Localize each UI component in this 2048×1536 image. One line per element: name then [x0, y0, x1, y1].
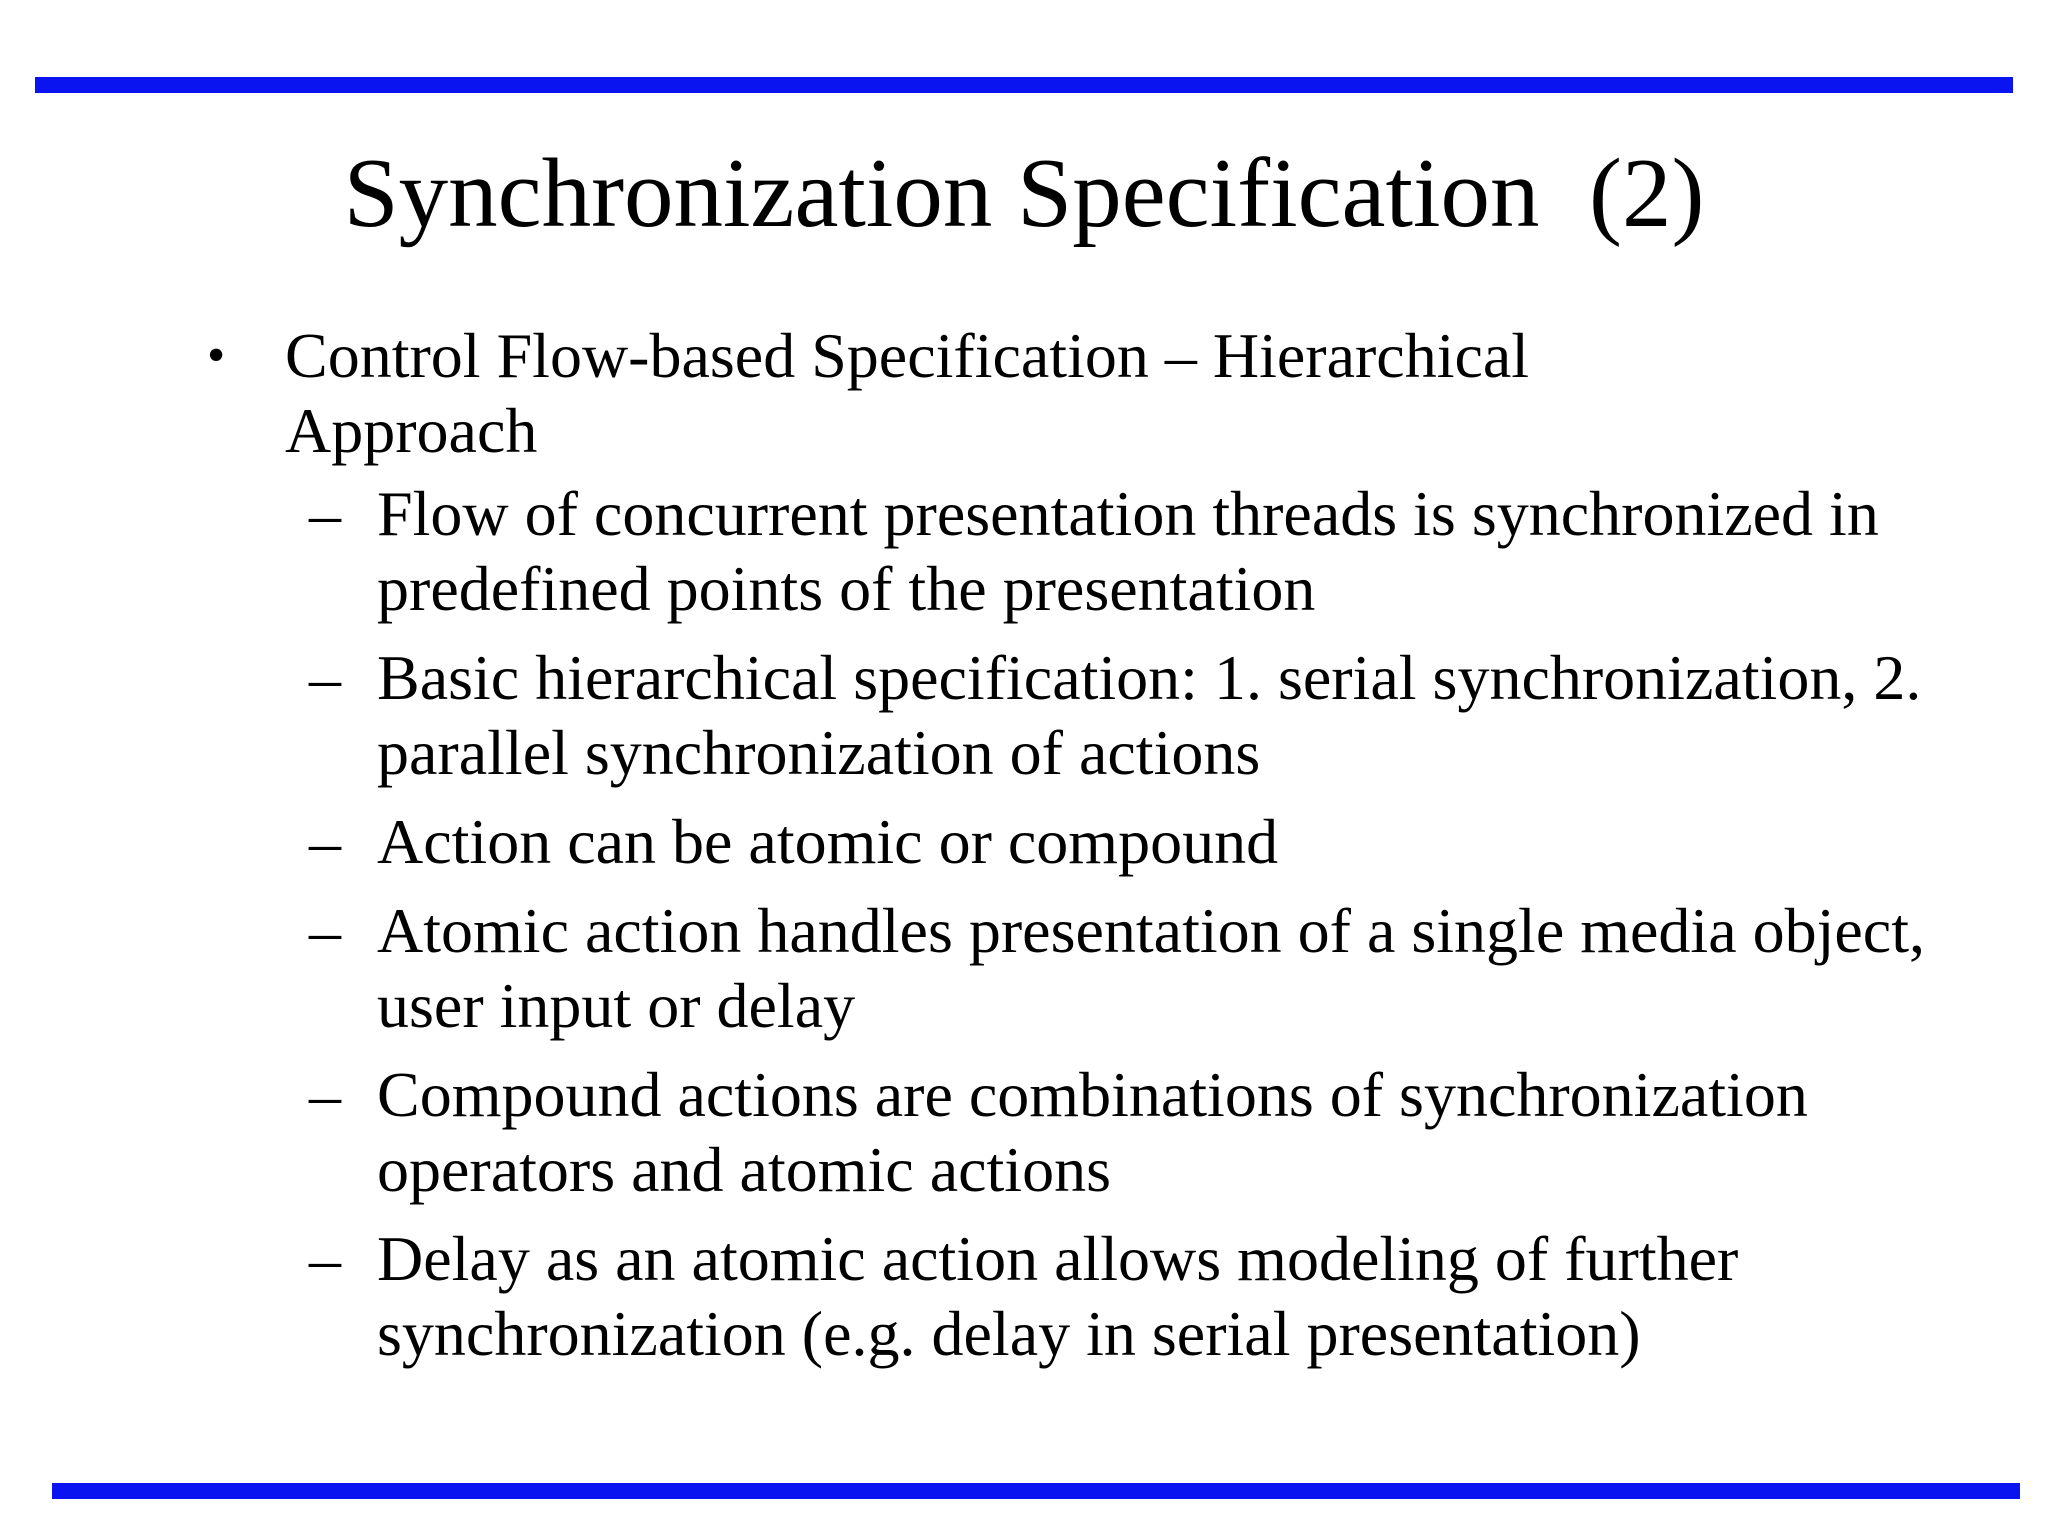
- sub-bullet-item: [309, 804, 1937, 879]
- sub-bullet-text: Compound actions are combinations of synchronization operators and atomic actions: [377, 1059, 1808, 1205]
- sub-bullet-text: Basic hierarchical specification: 1. serial synchronization, 2. parallel synchronization of actions: [377, 642, 1922, 788]
- sub-bullet-item: [309, 640, 1937, 790]
- bullet-marker: •: [207, 327, 226, 384]
- bottom-divider-rule: [52, 1483, 2020, 1499]
- bullet-item: [207, 318, 1785, 468]
- sub-bullet-item: [309, 1221, 1937, 1371]
- sub-bullet-item: [309, 476, 1937, 626]
- sub-bullet-item: [309, 1057, 1937, 1207]
- bullet-text: Control Flow-based Specification – Hierarchical Approach: [285, 320, 1530, 466]
- sub-bullet-text: Atomic action handles presentation of a single media object, user input or delay: [377, 895, 1925, 1041]
- top-divider-rule: [35, 77, 2013, 93]
- slide-title: Synchronization Specification (2): [343, 139, 1705, 248]
- sub-bullet-marker: –: [309, 478, 341, 549]
- sub-bullet-marker: –: [309, 1059, 341, 1130]
- sub-bullet-marker: –: [309, 642, 341, 713]
- sub-bullet-text: Action can be atomic or compound: [377, 806, 1279, 877]
- sub-bullet-marker: –: [309, 895, 341, 966]
- sub-bullet-text: Delay as an atomic action allows modeling of further synchronization (e.g. delay in serial presentation): [377, 1223, 1739, 1369]
- sub-bullet-marker: –: [309, 806, 341, 877]
- sub-bullet-marker: –: [309, 1223, 341, 1294]
- sub-bullet-list: [0, 476, 2048, 1371]
- sub-bullet-item: [309, 893, 1937, 1043]
- sub-bullet-text: Flow of concurrent presentation threads is synchronized in predefined points of the presentation: [377, 478, 1879, 624]
- slide-body: [0, 318, 2048, 1385]
